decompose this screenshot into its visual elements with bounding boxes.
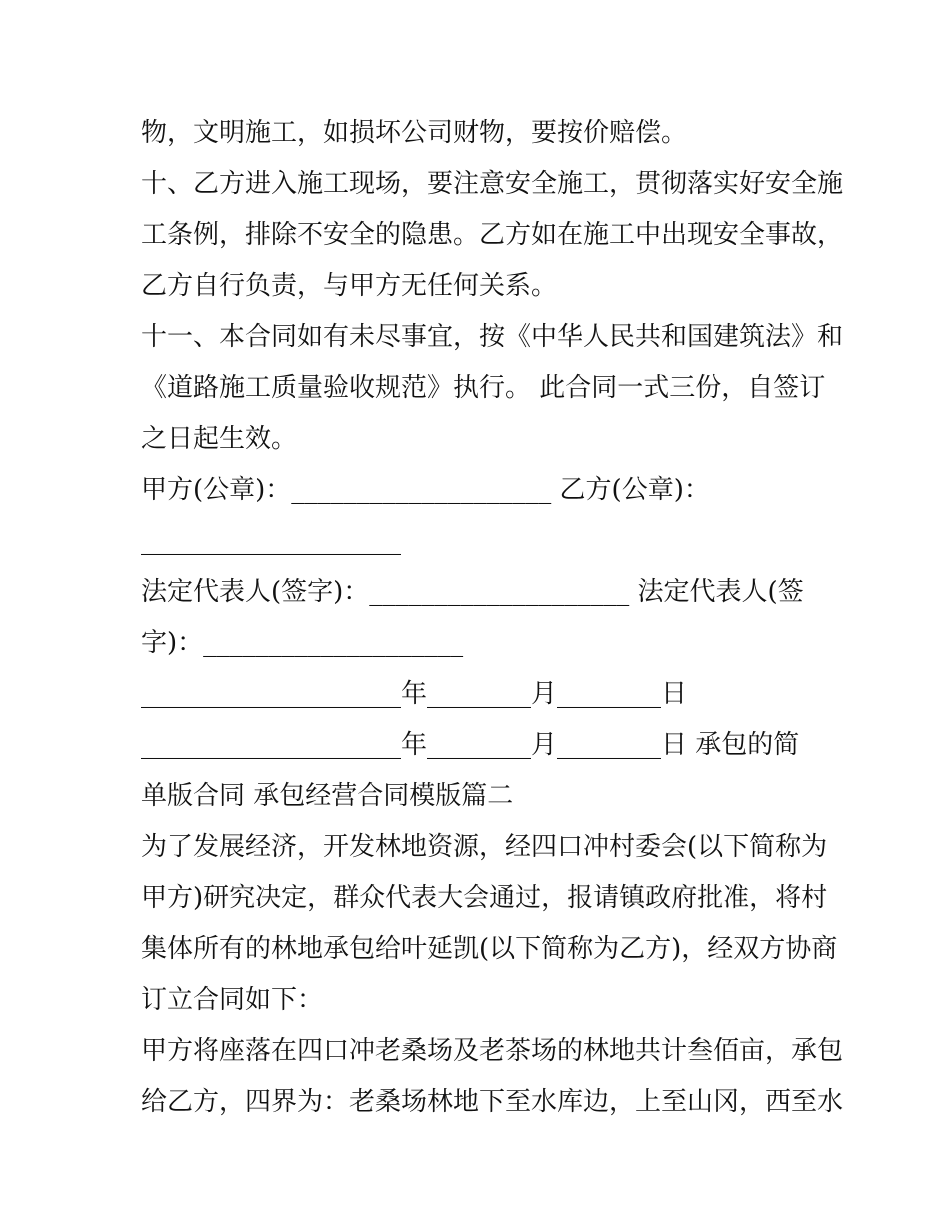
date-line: ____________________年________月________日 承包的简 [141,730,800,760]
document-body [141,108,844,1128]
signature-line-party-a-seal: 甲方(公章)：____________________ 乙方(公章)： [141,475,710,505]
text-line: 十、乙方进入施工现场，要注意安全施工，贯彻落实好安全施 [141,169,844,199]
text-line: 《道路施工质量验收规范》执行。 此合同一式三份，自签订 [141,373,826,403]
date-line: ____________________年________月________日 [141,679,688,709]
signature-blank-party-b-seal: ____________________ [141,526,401,556]
text-line: 物，文明施工，如损坏公司财物，要按价赔偿。 [141,118,688,148]
text-line: 十一、本合同如有未尽事宜，按《中华人民共和国建筑法》和 [141,322,844,352]
signature-line-representative: 法定代表人(签字)：____________________ 法定代表人(签 [141,577,804,607]
text-line: 给乙方，四界为：老桑场林地下至水库边，上至山冈，西至水 [141,1087,844,1117]
text-line: 工条例，排除不安全的隐患。乙方如在施工中出现安全事故， [141,220,844,250]
text-line: 为了发展经济，开发林地资源，经四口冲村委会(以下简称为 [141,832,828,862]
text-line: 甲方)研究决定，群众代表大会通过，报请镇政府批准，将村 [141,883,828,913]
signature-line-representative-cont: 字)：____________________ [141,628,464,658]
text-line: 订立合同如下： [141,985,324,1015]
text-line: 甲方将座落在四口冲老桑场及老茶场的林地共计叁佰亩，承包 [141,1036,844,1066]
text-line: 集体所有的林地承包给叶延凯(以下简称为乙方)，经双方协商 [141,934,838,964]
text-line: 乙方自行负责，与甲方无任何关系。 [141,271,558,301]
text-line: 之日起生效。 [141,424,298,454]
section-title-line: 单版合同 承包经营合同模版篇二 [141,781,514,811]
